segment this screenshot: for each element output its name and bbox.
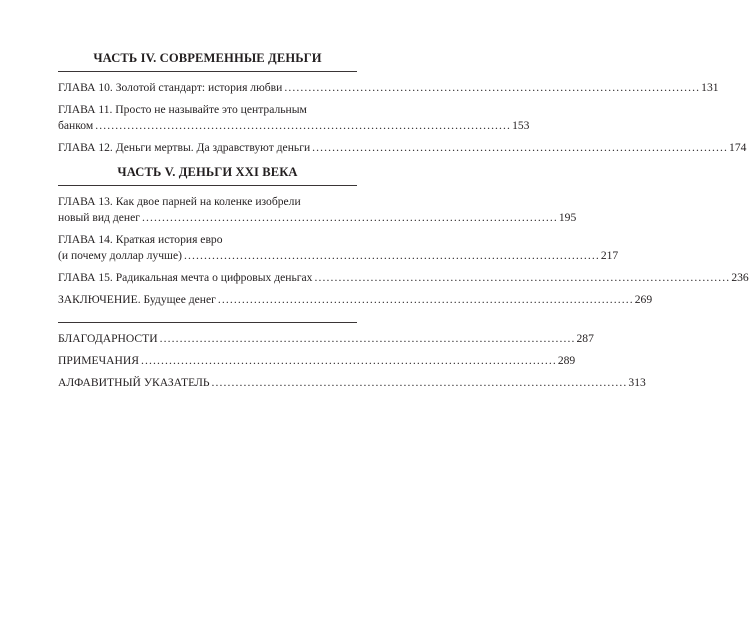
entry-title: ГЛАВА 15. Радикальная мечта о цифровых деньгах	[58, 271, 313, 284]
entry-page-number: 313	[628, 376, 646, 389]
dot-leader: ........................................................................................................	[314, 271, 731, 284]
entry-title: ГЛАВА 10. Золотой стандарт: история любви	[58, 81, 283, 94]
dot-leader: ........................................................................................................	[211, 376, 628, 389]
dot-leader: ........................................................................................................	[142, 211, 558, 224]
entry-page-number: 269	[634, 293, 653, 306]
entry-page-number: 174	[729, 141, 747, 154]
entry-title-continued: банком	[58, 119, 94, 132]
entry-title-continued: (и почему доллар лучше)	[58, 249, 182, 262]
entry-page-number: 236	[731, 271, 749, 284]
table-of-contents	[58, 50, 749, 391]
entry-title: БЛАГОДАРНОСТИ	[58, 332, 158, 345]
entry-page-number: 287	[576, 332, 594, 345]
toc-entry-index[interactable]	[58, 375, 646, 391]
entry-title: ПРИМЕЧАНИЯ	[58, 354, 139, 367]
entry-title: ГЛАВА 11. Просто не называйте это центральным	[58, 103, 307, 116]
entry-page-number: 289	[557, 354, 576, 367]
entry-title: ГЛАВА 12. Деньги мертвы. Да здравствуют деньги	[58, 141, 311, 154]
toc-entry-conclusion[interactable]	[58, 292, 653, 308]
dot-leader: ........................................................................................................	[159, 332, 576, 345]
toc-entry-chapter-13[interactable]	[58, 194, 577, 226]
dot-leader: ........................................................................................................	[183, 249, 600, 262]
toc-entry-notes[interactable]	[58, 353, 576, 369]
entry-page-number: 153	[512, 119, 530, 132]
entry-title: ЗАКЛЮЧЕНИЕ. Будущее денег	[58, 293, 216, 306]
dot-leader: ........................................................................................................	[217, 293, 634, 306]
dot-leader: ........................................................................................................	[95, 119, 512, 132]
entry-title-continued: новый вид денег	[58, 211, 140, 224]
entry-page-number: 195	[558, 211, 577, 224]
toc-entry-chapter-12[interactable]	[58, 140, 747, 156]
part-5-heading: ЧАСТЬ V. ДЕНЬГИ XXI ВЕКА	[117, 165, 298, 179]
part-4-entries	[58, 72, 747, 156]
entry-page-number: 131	[701, 81, 719, 94]
backmatter-entries	[58, 323, 646, 391]
entry-title: ГЛАВА 14. Краткая история евро	[58, 233, 223, 246]
toc-entry-acknowledgments[interactable]	[58, 331, 594, 347]
part-4-heading: ЧАСТЬ IV. СОВРЕМЕННЫЕ ДЕНЬГИ	[93, 51, 322, 65]
entry-title: АЛФАВИТНЫЙ УКАЗАТЕЛЬ	[58, 376, 210, 389]
dot-leader: ........................................................................................................	[140, 354, 557, 367]
dot-leader: ........................................................................................................	[284, 81, 701, 94]
entry-page-number: 217	[600, 249, 619, 262]
toc-entry-chapter-10[interactable]	[58, 80, 719, 96]
toc-entry-chapter-14[interactable]	[58, 232, 619, 264]
toc-entry-chapter-11[interactable]	[58, 102, 530, 134]
toc-entry-chapter-15[interactable]	[58, 270, 749, 286]
part-5-entries	[58, 186, 749, 308]
dot-leader: ........................................................................................................	[312, 141, 729, 154]
entry-title: ГЛАВА 13. Как двое парней на коленке изобрели	[58, 195, 301, 208]
